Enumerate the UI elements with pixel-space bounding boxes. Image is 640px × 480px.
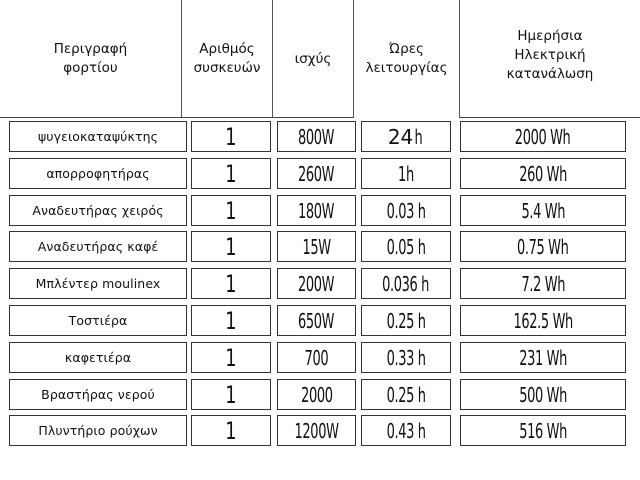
header-count bbox=[182, 0, 272, 118]
hours-value: 0.05 h bbox=[386, 234, 426, 259]
table-cell-count bbox=[191, 415, 271, 446]
power-text: 700 bbox=[304, 345, 329, 370]
table-cell-description bbox=[9, 158, 187, 189]
table-cell-hours bbox=[361, 195, 451, 226]
daily-text: 7.2 Wh bbox=[521, 271, 565, 296]
table-cell-power bbox=[277, 158, 356, 189]
count-text: 1 bbox=[225, 343, 237, 372]
header-description bbox=[0, 0, 181, 118]
table-cell-hours bbox=[361, 415, 451, 446]
table-cell-power bbox=[277, 121, 356, 152]
header-bottom-line bbox=[459, 117, 640, 118]
table-cell-description bbox=[9, 305, 187, 336]
power-text: 260W bbox=[298, 161, 335, 186]
count-text: 1 bbox=[225, 159, 237, 188]
hours-value: 0.03 h bbox=[386, 198, 426, 223]
table-cell-hours bbox=[361, 158, 451, 189]
hours-value: 0.036 h bbox=[382, 271, 430, 296]
daily-text: 162.5 Wh bbox=[513, 308, 573, 333]
table-cell-description bbox=[9, 231, 187, 262]
hours-value: 0.25 h bbox=[386, 382, 426, 407]
header-text: Περιγραφή bbox=[53, 41, 128, 57]
table-cell-power bbox=[277, 305, 356, 336]
table-cell-power bbox=[277, 379, 356, 410]
count-text: 1 bbox=[225, 196, 237, 225]
count-text: 1 bbox=[225, 232, 237, 261]
table-cell-power bbox=[277, 342, 356, 373]
header-text: συσκευών bbox=[193, 60, 261, 76]
table-cell-power bbox=[277, 415, 356, 446]
power-text: 650W bbox=[298, 308, 335, 333]
header-daily bbox=[460, 0, 640, 114]
daily-text: 516 Wh bbox=[519, 418, 567, 443]
table-cell-power bbox=[277, 231, 356, 262]
table-cell-description bbox=[9, 342, 187, 373]
table-cell-hours bbox=[361, 268, 451, 299]
header-text: Ώρες bbox=[389, 41, 424, 57]
power-text: 2000 bbox=[300, 382, 333, 407]
table-cell-power bbox=[277, 195, 356, 226]
table-cell-daily bbox=[460, 158, 626, 189]
power-text: 200W bbox=[298, 271, 335, 296]
daily-text: 500 Wh bbox=[519, 382, 567, 407]
description-text: Τοστιέρα bbox=[68, 313, 128, 328]
count-text: 1 bbox=[225, 416, 237, 445]
hours-value: 24 bbox=[387, 124, 414, 149]
table-cell-daily bbox=[460, 195, 626, 226]
header-text: ισχύς bbox=[294, 50, 332, 67]
hours-value: 0.33 h bbox=[386, 345, 426, 370]
table-cell-power bbox=[277, 268, 356, 299]
header-text: κατανάλωση bbox=[506, 65, 594, 82]
table-cell-description bbox=[9, 121, 187, 152]
table-cell-hours bbox=[361, 121, 451, 152]
table-cell-hours bbox=[361, 342, 451, 373]
description-text: Μπλέντερ moulinex bbox=[35, 276, 161, 291]
power-text: 180W bbox=[298, 198, 335, 223]
table-cell-description bbox=[9, 195, 187, 226]
table-cell-daily bbox=[460, 379, 626, 410]
description-text: ψυγειοκαταψύκτης bbox=[37, 129, 159, 144]
daily-text: 2000 Wh bbox=[515, 124, 571, 149]
header-text: Αριθμός bbox=[199, 41, 255, 57]
table-cell-daily bbox=[460, 268, 626, 299]
header-hours bbox=[354, 0, 459, 118]
table-cell-daily bbox=[460, 342, 626, 373]
table-cell-count bbox=[191, 379, 271, 410]
hours-value: 0.43 h bbox=[386, 418, 426, 443]
table-cell-daily bbox=[460, 305, 626, 336]
table-cell-description bbox=[9, 415, 187, 446]
header-power bbox=[273, 0, 353, 118]
count-text: 1 bbox=[225, 269, 237, 298]
table-cell-count bbox=[191, 231, 271, 262]
table-cell-daily bbox=[460, 415, 626, 446]
hours-value: 0.25 h bbox=[386, 308, 426, 333]
count-text: 1 bbox=[225, 380, 237, 409]
daily-text: 231 Wh bbox=[519, 345, 567, 370]
table-cell-count bbox=[191, 268, 271, 299]
table-cell-hours bbox=[361, 231, 451, 262]
header-text: Ημερήσια bbox=[517, 27, 583, 44]
table-cell-hours bbox=[361, 305, 451, 336]
description-text: Βραστήρας νερού bbox=[41, 387, 155, 402]
header-text: λειτουργίας bbox=[365, 60, 448, 76]
daily-text: 5.4 Wh bbox=[521, 198, 565, 223]
power-text: 800W bbox=[298, 124, 335, 149]
description-text: καφετιέρα bbox=[64, 350, 132, 365]
table-cell-count bbox=[191, 121, 271, 152]
description-text: Πλυντήριο ρούχων bbox=[38, 423, 158, 438]
header-text: Ηλεκτρική bbox=[514, 46, 586, 63]
table-cell-description bbox=[9, 379, 187, 410]
power-text: 15W bbox=[302, 234, 331, 259]
daily-text: 0.75 Wh bbox=[517, 234, 569, 259]
table-cell-count bbox=[191, 158, 271, 189]
table-cell-count bbox=[191, 305, 271, 336]
count-text: 1 bbox=[225, 306, 237, 335]
table-cell-hours bbox=[361, 379, 451, 410]
hours-unit: h bbox=[414, 124, 423, 149]
description-text: Αναδευτήρας καφέ bbox=[37, 239, 159, 254]
description-text: Αναδευτήρας χειρός bbox=[32, 203, 164, 218]
daily-text: 260 Wh bbox=[519, 161, 567, 186]
table-cell-daily bbox=[460, 121, 626, 152]
power-text: 1200W bbox=[294, 418, 339, 443]
count-text: 1 bbox=[225, 122, 237, 151]
table-cell-description bbox=[9, 268, 187, 299]
table-cell-daily bbox=[460, 231, 626, 262]
description-text: απορροφητήρας bbox=[46, 166, 150, 181]
table-cell-count bbox=[191, 195, 271, 226]
hours-value: 1h bbox=[398, 161, 414, 186]
header-text: φορτίου bbox=[63, 60, 118, 76]
table-cell-count bbox=[191, 342, 271, 373]
